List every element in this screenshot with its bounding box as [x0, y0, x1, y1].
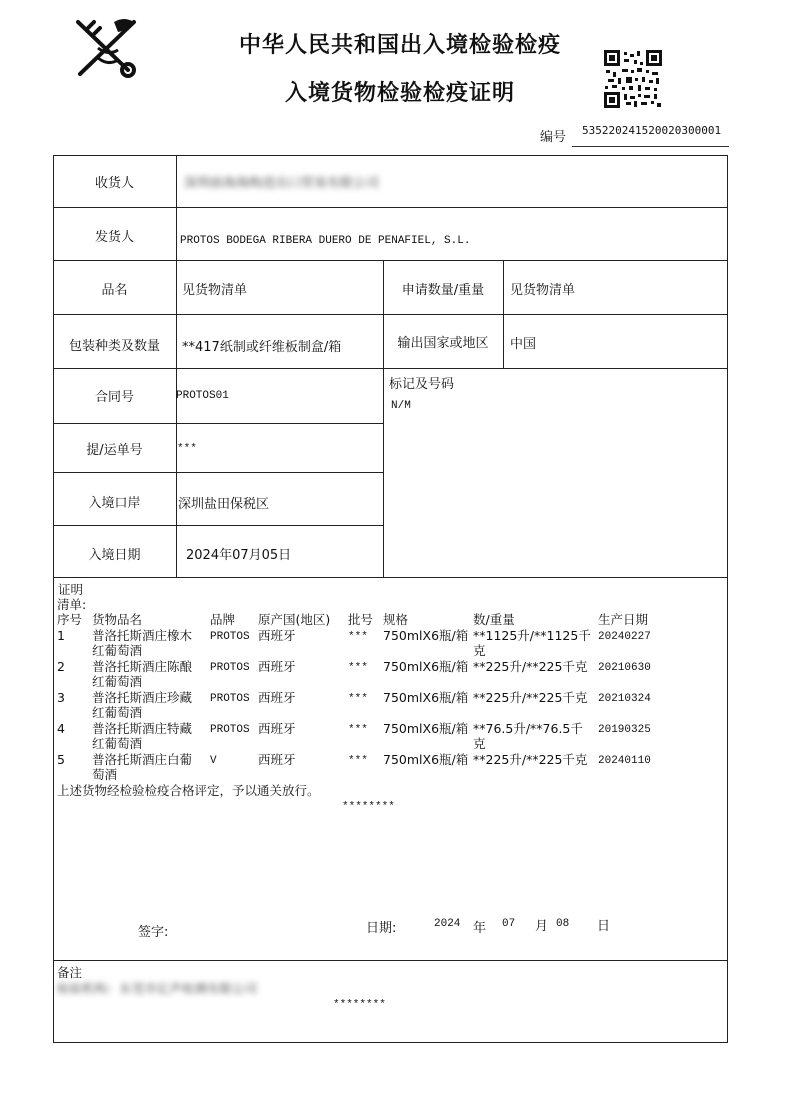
- goods-name-label: 品名: [101, 283, 128, 298]
- package-label: 包装种类及数量: [68, 339, 160, 354]
- certificate-label: 证明: [58, 582, 84, 597]
- certificate-statement: 上述货物经检验检疫合格评定，予以通关放行。: [57, 783, 320, 798]
- sign-month: 07: [502, 918, 516, 930]
- table-row-name-cont: 红葡萄酒: [92, 674, 143, 689]
- table-row-batch: ***: [348, 693, 368, 705]
- list-label: 清单:: [57, 597, 87, 612]
- divider: [53, 960, 728, 961]
- bill-of-lading-value: ***: [177, 443, 197, 455]
- table-row-name-cont: 红葡萄酒: [92, 736, 143, 751]
- number-underline: [572, 146, 729, 147]
- statement-stars: ********: [342, 801, 395, 813]
- divider: [53, 472, 383, 473]
- table-row-brand: PROTOS: [210, 724, 250, 736]
- divider: [53, 525, 383, 526]
- sign-year-unit: 年: [473, 921, 487, 936]
- column-header: 数/重量: [473, 612, 515, 627]
- table-row-date: 20210324: [598, 693, 651, 705]
- table-row-qty-cont: 克: [473, 736, 486, 751]
- table-row-origin: 西班牙: [258, 721, 296, 736]
- export-country-value: 中国: [510, 337, 537, 352]
- sign-day-unit: 日: [597, 919, 611, 934]
- column-header: 序号: [57, 612, 83, 627]
- divider: [53, 207, 728, 208]
- consignee-label: 收货人: [94, 176, 134, 191]
- table-row-name: 普洛托斯酒庄橡木: [92, 628, 193, 643]
- table-row-brand: PROTOS: [210, 662, 250, 674]
- column-header: 规格: [383, 612, 409, 627]
- consignee-value: 深圳前海海购进出口贸易有限公司: [184, 176, 380, 191]
- bill-of-lading-label: 提/运单号: [86, 443, 143, 458]
- table-row-spec: 750mlX6瓶/箱: [383, 721, 469, 736]
- marks-label: 标记及号码: [389, 377, 455, 392]
- table-row-name-cont: 红葡萄酒: [92, 705, 143, 720]
- table-row-batch: ***: [348, 662, 368, 674]
- table-row-origin: 西班牙: [258, 659, 296, 674]
- document-title: 中华人民共和国出入境检验检疫: [238, 33, 561, 58]
- table-row-batch: ***: [348, 631, 368, 643]
- divider: [176, 155, 177, 577]
- sign-date-label: 日期:: [366, 921, 397, 936]
- table-row-date: 20210630: [598, 662, 651, 674]
- table-row-name-cont: 红葡萄酒: [92, 643, 143, 658]
- quantity-label: 申请数量/重量: [401, 283, 485, 298]
- table-row-no: 4: [57, 721, 65, 736]
- table-row-name: 普洛托斯酒庄白葡: [92, 752, 193, 767]
- divider: [503, 260, 504, 368]
- table-row-spec: 750mlX6瓶/箱: [383, 752, 469, 767]
- package-value: **417纸制或纤维板制盒/箱: [182, 340, 342, 355]
- signature-label: 签字:: [138, 925, 169, 940]
- divider: [53, 260, 728, 261]
- qr-code-icon: [604, 50, 662, 108]
- sign-day: 08: [556, 918, 570, 930]
- table-row-origin: 西班牙: [258, 690, 296, 705]
- export-country-label: 输出国家或地区: [397, 336, 489, 351]
- certificate-number-label: 编号: [540, 130, 567, 145]
- table-row-no: 2: [57, 659, 65, 674]
- remarks-stars: ********: [333, 999, 386, 1011]
- column-header: 批号: [348, 612, 374, 627]
- table-row-qty: **1125升/**1125千: [473, 628, 591, 643]
- table-row-date: 20240110: [598, 755, 651, 767]
- document-subtitle: 入境货物检验检疫证明: [284, 81, 515, 106]
- quantity-value: 见货物清单: [510, 283, 576, 298]
- table-row-date: 20240227: [598, 631, 651, 643]
- table-row-name-cont: 萄酒: [92, 767, 118, 782]
- table-row-batch: ***: [348, 755, 368, 767]
- entry-port-value: 深圳盐田保税区: [178, 497, 270, 512]
- table-row-no: 3: [57, 690, 65, 705]
- column-header: 品牌: [210, 612, 236, 627]
- contract-label: 合同号: [94, 390, 134, 405]
- contract-value: PROTOS01: [176, 390, 229, 402]
- table-row-qty: **225升/**225千克: [473, 659, 588, 674]
- remarks-label: 备注: [57, 965, 83, 980]
- table-row-brand: V: [210, 755, 217, 767]
- table-row-no: 1: [57, 628, 65, 643]
- column-header: 原产国(地区): [258, 612, 331, 627]
- table-row-batch: ***: [348, 724, 368, 736]
- goods-name-value: 见货物清单: [182, 283, 248, 298]
- table-row-name: 普洛托斯酒庄特藏: [92, 721, 193, 736]
- consignor-value: PROTOS BODEGA RIBERA DUERO DE PENAFIEL, S.L.: [180, 235, 471, 247]
- customs-emblem-icon: [68, 14, 144, 80]
- sign-year: 2024: [434, 918, 461, 930]
- divider: [53, 314, 728, 315]
- certificate-number: 535220241520020300001: [582, 124, 722, 137]
- table-row-name: 普洛托斯酒庄陈酿: [92, 659, 193, 674]
- entry-date-value: 2024年07月05日: [186, 548, 292, 563]
- table-row-name: 普洛托斯酒庄珍藏: [92, 690, 193, 705]
- column-header: 生产日期: [598, 612, 649, 627]
- table-row-spec: 750mlX6瓶/箱: [383, 690, 469, 705]
- table-row-brand: PROTOS: [210, 693, 250, 705]
- divider: [53, 577, 728, 578]
- table-row-spec: 750mlX6瓶/箱: [383, 628, 469, 643]
- table-row-origin: 西班牙: [258, 752, 296, 767]
- table-row-no: 5: [57, 752, 65, 767]
- marks-value: N/M: [391, 400, 411, 412]
- column-header: 货物品名: [92, 612, 143, 627]
- table-row-qty: **76.5升/**76.5千: [473, 721, 583, 736]
- sign-month-unit: 月: [535, 919, 549, 934]
- entry-port-label: 入境口岸: [88, 496, 141, 511]
- consignor-label: 发货人: [94, 230, 134, 245]
- remarks-value: 检验机构：东莞市亿声检测有限公司: [57, 981, 258, 996]
- table-row-brand: PROTOS: [210, 631, 250, 643]
- divider: [53, 423, 383, 424]
- divider: [53, 368, 728, 369]
- table-row-origin: 西班牙: [258, 628, 296, 643]
- table-row-qty-cont: 克: [473, 643, 486, 658]
- table-row-date: 20190325: [598, 724, 651, 736]
- table-row-spec: 750mlX6瓶/箱: [383, 659, 469, 674]
- table-row-qty: **225升/**225千克: [473, 690, 588, 705]
- divider: [383, 260, 384, 577]
- entry-date-label: 入境日期: [88, 548, 141, 563]
- table-row-qty: **225升/**225千克: [473, 752, 588, 767]
